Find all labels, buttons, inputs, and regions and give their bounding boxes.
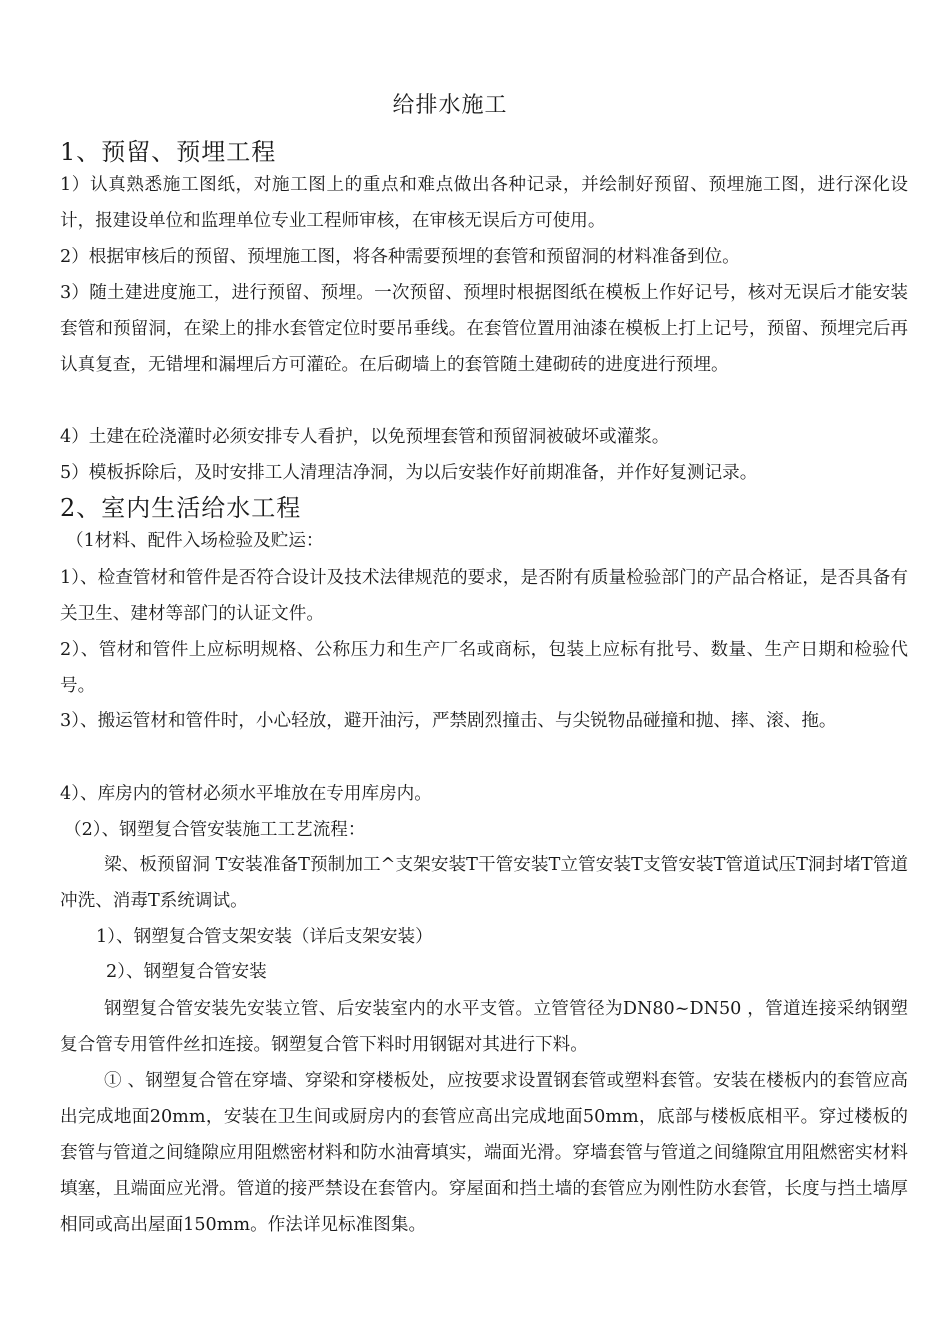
- s1-paragraph-4: 4）土建在砼浇灌时必须安排专人看护，以免预埋套管和预留洞被破坏或灌浆。: [60, 427, 670, 447]
- s2-paragraph-4: 4）、库房内的管材必须水平堆放在专用库房内。: [60, 784, 432, 804]
- s2-subheading-2: （2）、钢塑复合管安装施工工艺流程：: [64, 820, 366, 840]
- s2-item-1: 1）、钢塑复合管支架安装（详后支架安装）: [96, 927, 433, 947]
- s2-paragraph-2: 2）、管材和管件上应标明规格、公称压力和生产厂名或商标，包装上应标有批号、数量、生产日期和检验代号。: [60, 640, 908, 696]
- s2-process-flow: 梁、板预留洞 T安装准备T预制加工^支架安装T干管安装T立管安装T支管安装T管道试压T洞封堵T管道冲洗、消毒T系统调试。: [60, 855, 908, 911]
- s2-sleeve-paragraph: ① 、钢塑复合管在穿墙、穿梁和穿楼板处，应按要求设置钢套管或塑料套管。安装在楼板内的套管应高出完成地面20mm，安装在卫生间或厨房内的套管应高出完成地面50mm，底部与楼板底相平。穿过楼板的套管与管道之间缝隙应用阻燃密材料和防水油膏填实，端面光滑。穿墙套管与管道之间缝隙宜用阻燃密实材料填塞，且端面应光滑。管道的接严禁设在套管内。穿屋面和挡土墙的套管应为刚性防水套管，长度与挡土墙厚相同或高出屋面150mm。作法详见标准图集。: [60, 1071, 908, 1235]
- s2-paragraph-3: 3）、搬运管材和管件时，小心轻放，避开油污，严禁剧烈撞击、与尖锐物品碰撞和抛、摔、滚、拖。: [60, 711, 837, 731]
- s1-paragraph-2: 2）根据审核后的预留、预埋施工图，将各种需要预埋的套管和预留洞的材料准备到位。: [60, 247, 740, 267]
- s2-paragraph-1: 1）、检查管材和管件是否符合设计及技术法律规范的要求，是否附有质量检验部门的产品合格证，是否具备有关卫生、建材等部门的认证文件。: [60, 568, 908, 624]
- s1-paragraph-5: 5）模板拆除后，及时安排工人清理洁净洞，为以后安装作好前期准备，并作好复测记录。: [60, 463, 758, 483]
- s2-install-paragraph: 钢塑复合管安装先安装立管、后安装室内的水平支管。立管管径为DN80~DN50 ，管道连接采纳钢塑复合管专用管件丝扣连接。钢塑复合管下料时用钢锯对其进行下料。: [60, 999, 908, 1055]
- section-heading-1: 1、预留、预埋工程: [60, 138, 277, 166]
- s1-paragraph-3: 3）随土建进度施工，进行预留、预埋。一次预留、预埋时根据图纸在模板上作好记号，核对无误后才能安装套管和预留洞，在梁上的排水套管定位时要吊垂线。在套管位置用油漆在模板上打上记号，预留、预埋完后再认真复查，无错埋和漏埋后方可灌砼。在后砌墙上的套管随土建砌砖的进度进行预埋。: [60, 283, 908, 375]
- s2-item-2: 2）、钢塑复合管安装: [106, 962, 267, 982]
- page-title: 给排水施工: [392, 93, 508, 118]
- section-heading-2: 2、室内生活给水工程: [60, 494, 302, 522]
- s2-subheading-1: （1材料、配件入场检验及贮运：: [66, 531, 324, 551]
- s1-paragraph-1: 1）认真熟悉施工图纸，对施工图上的重点和难点做出各种记录，并绘制好预留、预埋施工图，进行深化设计，报建设单位和监理单位专业工程师审核，在审核无误后方可使用。: [60, 175, 908, 231]
